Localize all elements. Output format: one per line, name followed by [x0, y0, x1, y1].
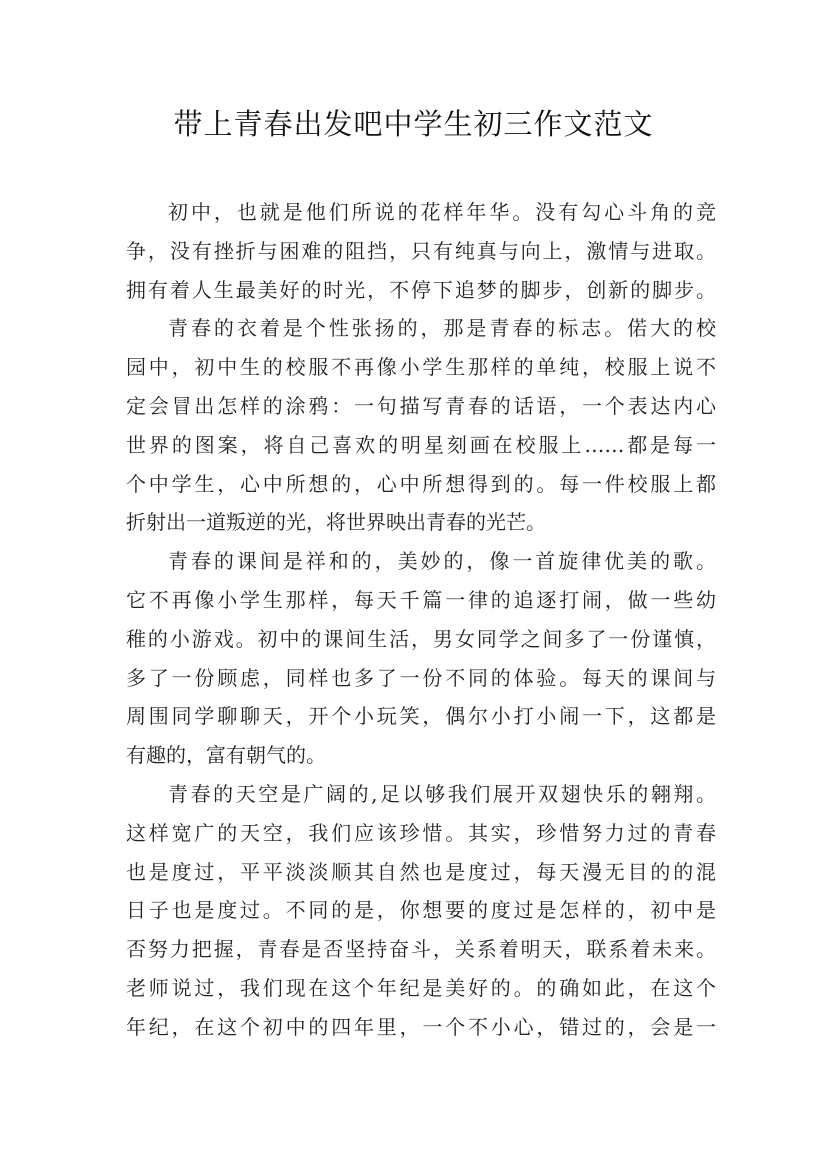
- text-line: 青春的课间是祥和的，美妙的，像一首旋律优美的歌。: [168, 549, 716, 574]
- text-line: 年纪，在这个初中的四年里，一个不小心，错过的，会是一: [126, 1014, 716, 1039]
- text-line: 也是度过，平平淡淡顺其自然也是度过，每天漫无目的的混: [126, 859, 716, 884]
- text-line: 园中，初中生的校服不再像小学生那样的单纯，校服上说不: [126, 355, 716, 380]
- text-line: 折射出一道叛逆的光，将世界映出青春的光芒。: [126, 510, 546, 535]
- text-line: 否努力把握，青春是否坚持奋斗，关系着明天，联系着未来。: [126, 937, 716, 962]
- text-line: 老师说过，我们现在这个年纪是美好的。的确如此，在这个: [126, 975, 716, 1000]
- text-line: 个中学生，心中所想的，心中所想得到的。每一件校服上都: [126, 471, 716, 496]
- text-line: 世界的图案，将自己喜欢的明星刻画在校服上……都是每一: [126, 432, 716, 457]
- text-line: 稚的小游戏。初中的课间生活，男女同学之间多了一份谨慎，: [126, 626, 716, 651]
- text-line: 周围同学聊聊天，开个小玩笑，偶尔小打小闹一下，这都是: [126, 704, 716, 729]
- text-line: 定会冒出怎样的涂鸦：一句描写青春的话语，一个表达内心: [126, 393, 716, 418]
- document-body: [126, 193, 716, 1047]
- text-line: 它不再像小学生那样，每天千篇一律的追逐打闹，做一些幼: [126, 587, 716, 612]
- text-line: 这样宽广的天空，我们应该珍惜。其实，珍惜努力过的青春: [126, 820, 716, 845]
- text-line: 拥有着人生最美好的时光，不停下追梦的脚步，创新的脚步。: [126, 277, 716, 302]
- text-line: 日子也是度过。不同的是，你想要的度过是怎样的，初中是: [126, 898, 716, 923]
- text-line: 青春的天空是广阔的,足以够我们展开双翅快乐的翱翔。: [168, 781, 716, 806]
- document-title: 带上青春出发吧中学生初三作文范文: [173, 107, 654, 141]
- text-line: 青春的衣着是个性张扬的，那是青春的标志。偌大的校: [168, 316, 716, 341]
- text-line: 争，没有挫折与困难的阻挡，只有纯真与向上，激情与进取。: [126, 238, 716, 263]
- text-line: 多了一份顾虑，同样也多了一份不同的体验。每天的课间与: [126, 665, 716, 690]
- text-line: 初中，也就是他们所说的花样年华。没有勾心斗角的竞: [168, 200, 716, 224]
- text-line: 有趣的，富有朝气的。: [126, 743, 326, 768]
